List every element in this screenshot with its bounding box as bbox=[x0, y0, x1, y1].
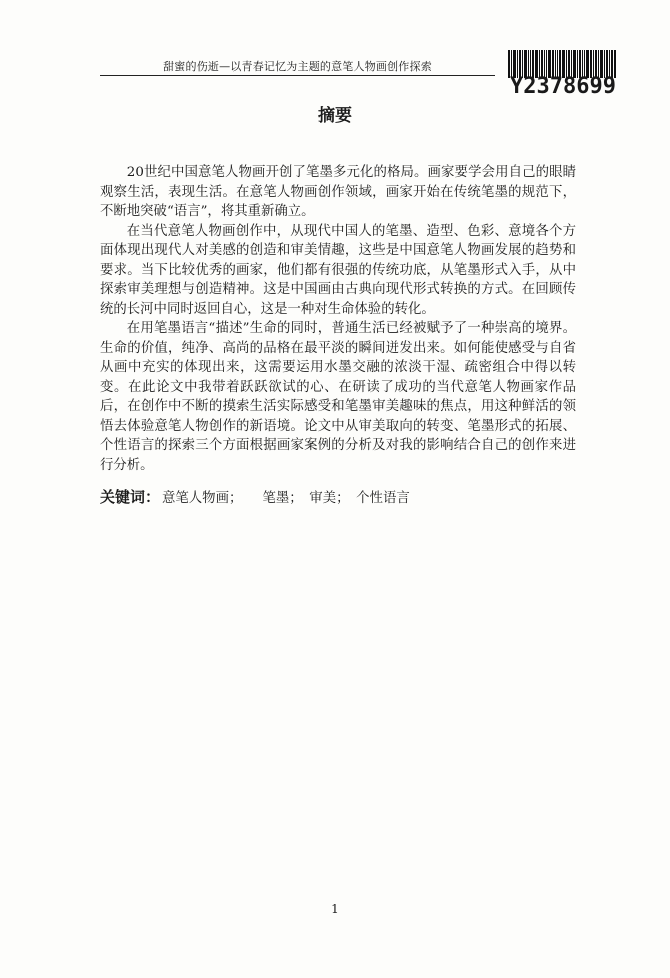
running-header: 甜蜜的伤逝—以青春记忆为主题的意笔人物画创作探索 bbox=[163, 60, 432, 73]
abstract-body bbox=[100, 163, 576, 475]
abstract-paragraph: 在用笔墨语言“描述”生命的同时，普通生活已经被赋予了一种崇高的境界。生命的价值，纯净、高尚的品格在最平淡的瞬间迸发出来。如何能使感受与自省从画中充实的体现出来，这需要运用水墨交融的浓淡干湿、疏密组合中得以转变。在此论文中我带着跃跃欲试的心、在研读了成功的当代意笔人物画家作品后，在创作中不断的摸索生活实际感受和笔墨审美趣味的焦点，用这种鲜活的领悟去体验意笔人物创作的新语境。论文中从审美取向的转变、笔墨形式的拓展、个性语言的探索三个方面根据画家案例的分析及对我的影响结合自己的创作来进行分析。 bbox=[100, 321, 576, 473]
keywords-label: 关键词： bbox=[100, 488, 161, 506]
barcode-id: Y2378699 bbox=[510, 74, 616, 99]
abstract-title: 摘要 bbox=[318, 106, 352, 126]
keywords-items: 意笔人物画； 笔墨； 审美； 个性语言 bbox=[162, 491, 410, 506]
keywords-line bbox=[100, 486, 580, 507]
page-number: 1 bbox=[331, 902, 339, 916]
header-rule bbox=[100, 75, 495, 76]
barcode-block bbox=[508, 50, 618, 98]
abstract-paragraph: 在当代意笔人物画创作中，从现代中国人的笔墨、造型、色彩、意境各个方面体现出现代人对美感的创造和审美情趣，这些是中国意笔人物画发展的趋势和要求。当下比较优秀的画家，他们都有很强的传统功底，从笔墨形式入手，从中探索审美理想与创造精神。这是中国画由古典向现代形式转换的方式。在回顾传统的长河中同时返回自心，这是一种对生命体验的转化。 bbox=[100, 223, 576, 317]
abstract-paragraph: 20世纪中国意笔人物画开创了笔墨多元化的格局。画家要学会用自己的眼睛观察生活，表现生活。在意笔人物画创作领域，画家开始在传统笔墨的规范下，不断地突破“语言”，将其重新确立。 bbox=[100, 165, 576, 219]
